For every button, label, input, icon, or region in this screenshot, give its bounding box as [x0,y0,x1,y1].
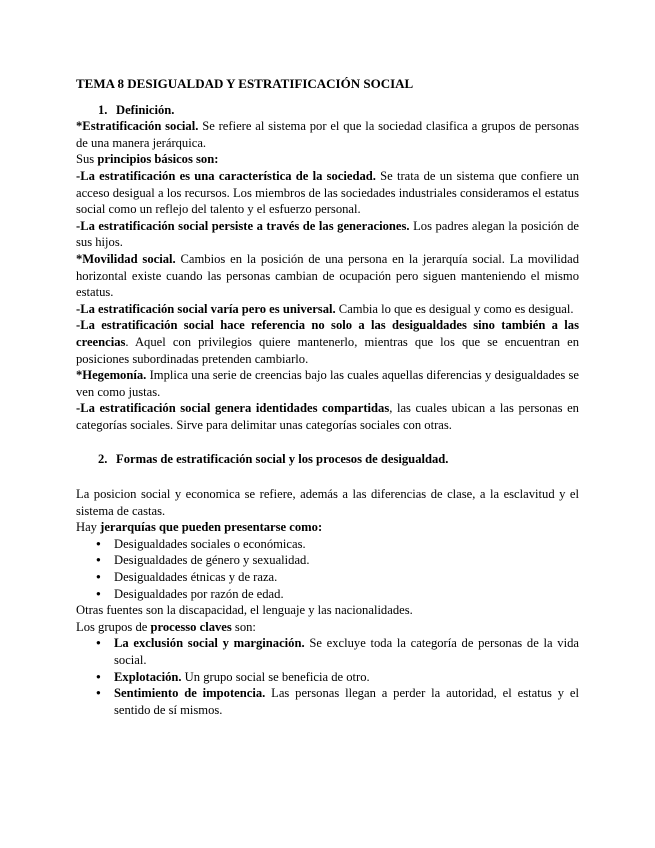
list-item [76,635,579,668]
paragraph-jerarquias [76,519,579,536]
paragraph-text: Implica una serie de creencias bajo las cuales aquellas diferencias y desigualdades se ven como justas. [76,368,579,399]
list-item [76,685,579,718]
section-2-heading [76,451,579,468]
desigualdades-list [76,536,579,602]
paragraph-persiste [76,218,579,251]
term-bold: *Hegemonía. [76,368,147,383]
list-item-text: Un grupo social se beneficia de otro. [181,669,370,684]
paragraph-text: La posicion social y economica se refiere, además a las diferencias de clase, a la esclavitud y el sistema de castas. [76,487,579,518]
list-item [76,669,579,686]
paragraph-principios [76,151,579,168]
paragraph-identidades [76,400,579,433]
paragraph-text: son: [231,619,256,634]
paragraph-text: Los padres alegan la posición de sus hijos. [76,218,580,250]
list-item-text: Las personas llegan a perder la autoridad, el estatus y el sentido de sí mismos. [114,686,579,717]
list-item: ● Desigualdades sociales o económicas. [76,536,579,553]
list-item: ● Desigualdades étnicas y de raza. [76,569,579,586]
list-item: ● Desigualdades por razón de edad. [76,586,579,603]
list-item-text: Se excluye toda la categoría de personas de la vida social. [114,636,579,667]
paragraph-text: Otras fuentes son la discapacidad, el lenguaje y las nacionalidades. [76,603,413,618]
list-item: ● Desigualdades de género y sexualidad. [76,552,579,569]
term-bold: *Estratificación social. [76,119,199,134]
term-bold: -La estratificación social genera identidades compartidas [76,401,390,416]
paragraph-text: Los grupos de [76,619,151,634]
paragraph-text: Hay [76,520,101,535]
procesos-list [76,635,579,718]
term-bold: -La estratificación es una característica de la sociedad. [76,168,376,183]
paragraph-posicion-social [76,486,579,519]
paragraph-otras-fuentes [76,602,579,619]
paragraph-text: Cambia lo que es desigual y como es desigual. [335,301,574,316]
term-bold: *Movilidad social. [76,251,176,266]
paragraph-grupos [76,619,579,636]
term-bold: -La estratificación social hace referencia no solo a las desigualdades sino también a las creencias [76,318,579,349]
section-2-heading-text: Formas de estratificación social y los procesos de desigualdad. [116,452,449,467]
paragraph-text: . Aquel con privilegios quiere mantenerlo, mientras que los que se encuentran en posiciones subordinadas pretenden cambiarlo. [76,334,579,366]
document-page [76,76,579,718]
paragraph-universal [76,301,579,318]
section-1-number: 1. [98,102,108,117]
term-bold: principios básicos son: [97,152,219,167]
paragraph-estratificacion [76,118,579,151]
section-1-heading [76,102,579,119]
section-2-number: 2. [98,452,108,467]
term-bold: -La estratificación social persiste a través de las generaciones. [76,218,410,233]
paragraph-movilidad [76,251,579,301]
term-bold: La exclusión social y marginación. [114,636,305,651]
term-bold: jerarquías que pueden presentarse como: [100,520,323,535]
spacer [76,468,579,486]
section-1-heading-text: Definición. [116,102,175,117]
term-bold: Sentimiento de impotencia. [114,686,266,701]
paragraph-caracteristica [76,168,579,218]
paragraph-text: Cambios en la posición de una persona en la jerarquía social. La movilidad horizontal existe cuando las personas cambian de ocupación pero siguen manteniendo el mismo estatus. [76,251,579,300]
term-bold: -La estratificación social varía pero es universal. [76,301,336,316]
paragraph-text: , las cuales ubican a las personas en categorías sociales. Sirve para delimitar unas categorías sociales con otras. [76,401,579,432]
spacer [76,433,579,451]
paragraph-creencias [76,317,579,367]
paragraph-text: Sus [76,152,98,167]
paragraph-text: Se refiere al sistema por el que la sociedad clasifica a grupos de personas de una manera jerárquica. [76,119,579,150]
document-title: TEMA 8 DESIGUALDAD Y ESTRATIFICACIÓN SOCIAL [76,76,414,91]
term-bold: Explotación. [114,669,182,684]
paragraph-text: Se trata de un sistema que confiere un acceso desigual a los recursos. Los miembros de las sociedades industriales consideramos el estatus social como un reflejo del talento y el esfuerzo personal. [76,168,579,217]
term-bold: processo claves [150,619,232,634]
paragraph-hegemonia [76,367,579,400]
